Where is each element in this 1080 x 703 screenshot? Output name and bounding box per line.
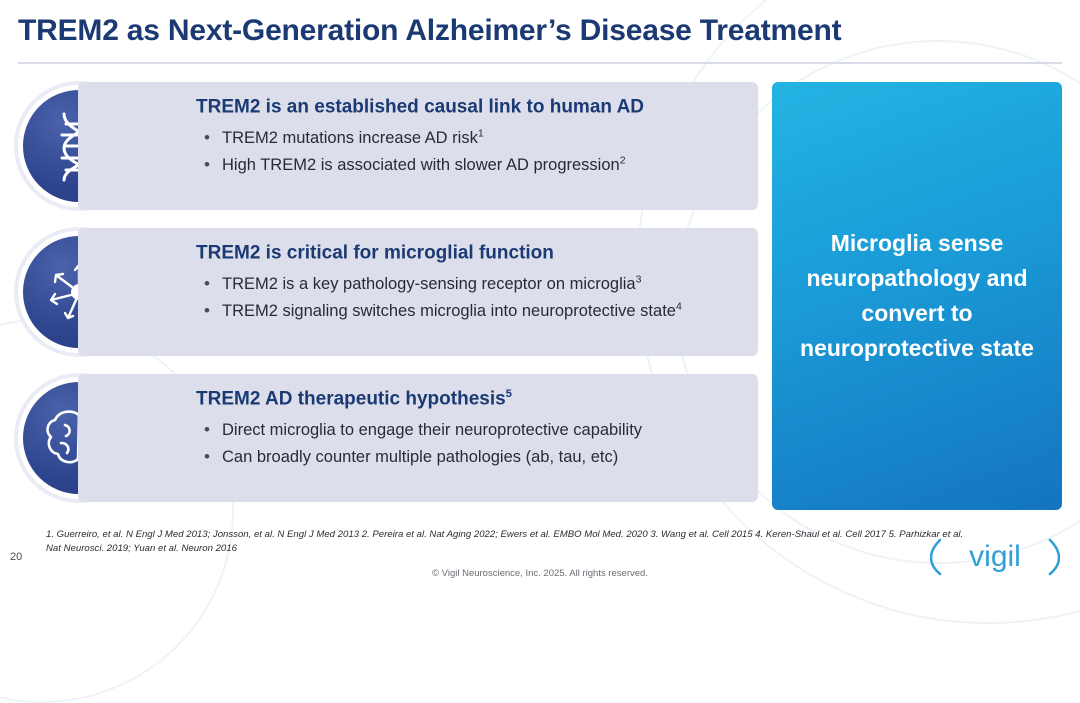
- row-heading: [196, 242, 740, 265]
- bullet-text: Can broadly counter multiple pathologies (ab, tau, etc): [222, 447, 619, 466]
- bullet-list: [196, 125, 740, 178]
- callout-text: Microglia sense neuropathology and convert to neuroprotective state: [800, 230, 1034, 361]
- title-divider: [18, 62, 1062, 64]
- bullet-list: [196, 271, 740, 324]
- bullet-superscript: 1: [477, 127, 484, 140]
- list-item: [196, 444, 740, 471]
- copyright-notice: © Vigil Neuroscience, Inc. 2025. All rights reserved.: [432, 568, 648, 579]
- table-row: [18, 228, 758, 356]
- bullet-text: TREM2 is a key pathology-sensing receptor on microglia: [222, 275, 636, 294]
- page-number: 20: [10, 551, 23, 563]
- table-row: [18, 374, 758, 502]
- row-heading-text: TREM2 is critical for microglial function: [196, 242, 554, 264]
- row-heading-text: TREM2 is an established causal link to human AD: [196, 96, 645, 118]
- bullet-text: TREM2 signaling switches microglia into neuroprotective state: [222, 301, 676, 320]
- vigil-logo: [930, 534, 1060, 578]
- list-item: [196, 417, 740, 444]
- bullet-text: High TREM2 is associated with slower AD progression: [222, 155, 620, 174]
- bullet-list: [196, 417, 740, 470]
- callout-panel: [772, 82, 1062, 510]
- list-item: [196, 298, 740, 325]
- row-heading: [196, 388, 740, 411]
- list-item: [196, 271, 740, 298]
- list-item: [196, 152, 740, 179]
- slide-content: [18, 82, 1062, 522]
- footnotes: 1. Guerreiro, et al. N Engl J Med 2013; Jonsson, et al. N Engl J Med 2013 2. Pereira et al. Nat Aging 2022; Ewers et al. EMBO Mol Med. 2020 3. Wang et al. Cell 2015 4. Keren-Shaul et al. Cell 2017 5. Parhizkar et al. Nat Neurosci. 2019; Yuan et al. Neuron 2016: [46, 529, 964, 554]
- page-title: TREM2 as Next-Generation Alzheimer’s Disease Treatment: [18, 14, 842, 47]
- evidence-panel: [78, 374, 758, 502]
- evidence-panel: [78, 228, 758, 356]
- evidence-panel: [78, 82, 758, 210]
- table-row: [18, 82, 758, 210]
- bullet-text: TREM2 mutations increase AD risk: [222, 129, 478, 148]
- evidence-row-list: [18, 82, 758, 520]
- bullet-superscript: 2: [619, 154, 626, 167]
- row-heading: [196, 96, 740, 119]
- list-item: [196, 125, 740, 152]
- row-heading-superscript: 5: [505, 388, 512, 400]
- row-heading-text: TREM2 AD therapeutic hypothesis: [196, 388, 506, 410]
- bullet-superscript: 4: [675, 300, 682, 313]
- bullet-text: Direct microglia to engage their neuroprotective capability: [222, 421, 643, 440]
- bullet-superscript: 3: [635, 273, 642, 286]
- svg-text:vigil: vigil: [969, 540, 1021, 573]
